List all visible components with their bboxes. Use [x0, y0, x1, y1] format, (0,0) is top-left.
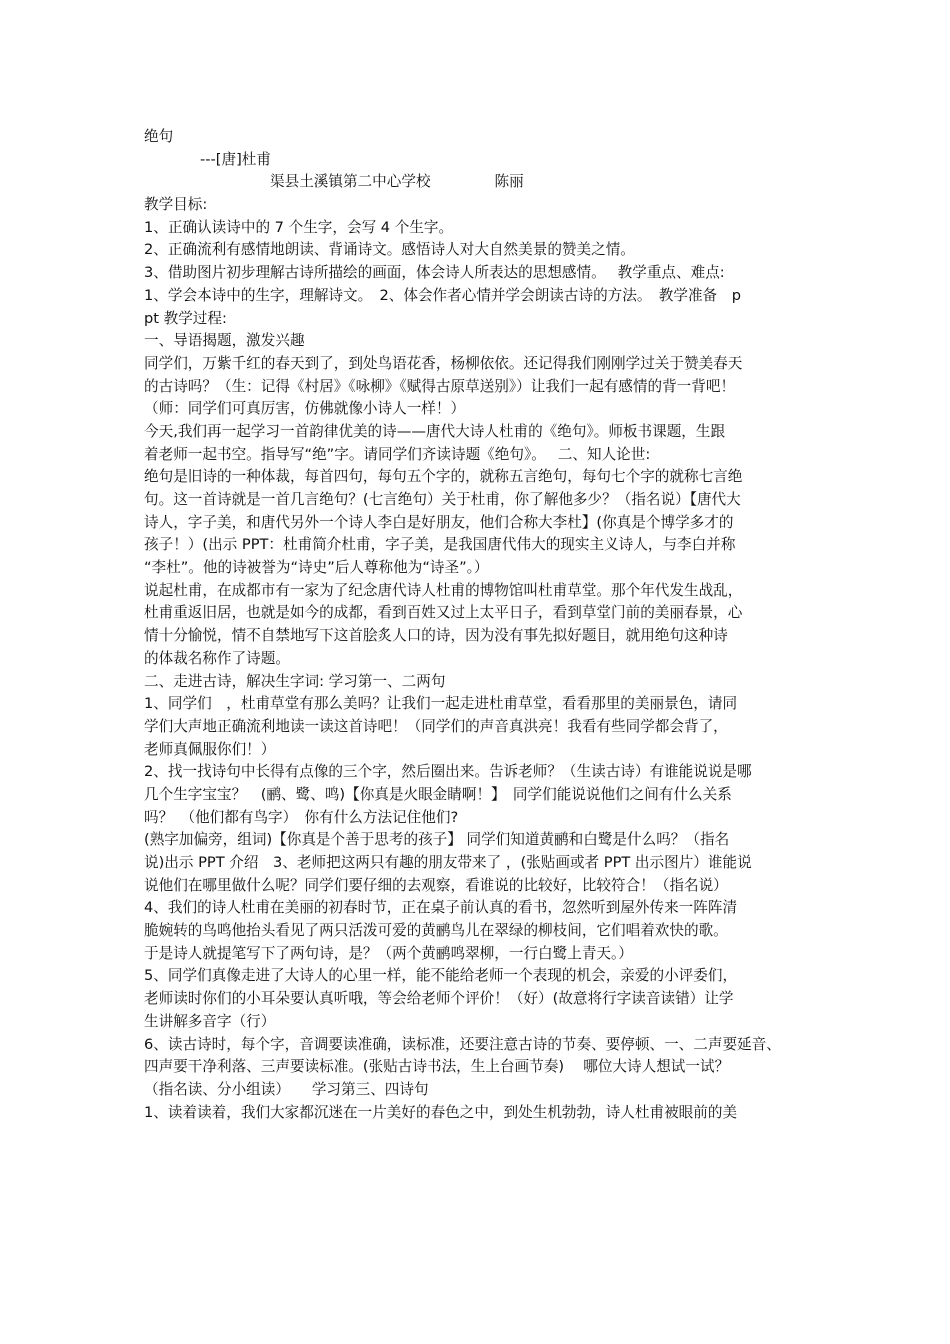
text-line: 二、走进古诗，解决生字词: 学习第一、二两句	[144, 672, 446, 690]
text-line: 句。这一首诗就是一首几言绝句？(七言绝句）关于杜甫，你了解他多少？（指名说）【唐代大	[144, 491, 741, 508]
document-text	[144, 194, 824, 1124]
text-line: 几个生字宝宝？ (鹂、鹭、鸣)【你真是火眼金睛啊！】 同学们能说说他们之间有什么关系	[144, 785, 732, 803]
text-line: 5、同学们真像走进了大诗人的心里一样，能不能给老师一个表现的机会，亲爱的小评委们，	[144, 967, 738, 985]
text-line: 1、同学们 ，杜甫草堂有那么美吗？让我们一起走进杜甫草堂，看看那里的美丽景色，请同	[144, 695, 738, 713]
document-byline	[144, 171, 824, 194]
school-name: 渠县土溪镇第二中心学校	[270, 173, 431, 191]
text-line: 教学目标:	[144, 196, 208, 214]
text-line: （指名读、分小组读） 学习第三、四诗句	[144, 1080, 429, 1098]
text-line: 说起杜甫，在成都市有一家为了纪念唐代诗人杜甫的博物馆叫杜甫草堂。那个年代发生战乱，	[144, 581, 743, 599]
text-line: 老师真佩服你们！）	[144, 740, 276, 758]
teacher-name: 陈丽	[494, 173, 524, 191]
document-author: ---[唐]杜甫	[200, 150, 271, 168]
text-line: 四声要干净利落、三声要读标准。(张贴古诗书法，生上台画节奏) 哪位大诗人想试一试？	[144, 1058, 730, 1076]
text-line: (熟字加偏旁，组词)【你真是个善于思考的孩子】 同学们知道黄鹂和白鹭是什么吗？（指名	[144, 831, 730, 849]
document-title: 绝句	[144, 128, 174, 145]
text-line: 3、借助图片初步理解古诗所描绘的画面，体会诗人所表达的思想感情。 教学重点、难点:	[144, 264, 725, 282]
text-line: 杜甫重返旧居，也就是如今的成都，看到百姓又过上太平日子，看到草堂门前的美丽春景，心	[144, 604, 743, 622]
text-line: 诗人，字子美，和唐代另外一个诗人李白是好朋友，他们合称大李杜】(你真是个博学多才的	[144, 513, 734, 531]
text-line: 孩子！）(出示 PPT：杜甫简介杜甫，字子美，是我国唐代伟大的现实主义诗人，与李白并称	[144, 536, 736, 554]
text-line: 的古诗吗？（生：记得《村居》《咏柳》《赋得古原草送别》）让我们一起有感情的背一背吧！	[144, 377, 736, 395]
text-line: 1、读着读着，我们大家都沉迷在一片美好的春色之中，到处生机勃勃，诗人杜甫被眼前的美	[144, 1103, 738, 1121]
text-line: 情十分愉悦，情不自禁地写下这首脍炙人口的诗，因为没有事先拟好题目，就用绝句这种诗	[144, 627, 728, 645]
text-line: 脆婉转的鸟鸣他抬头看见了两只活泼可爱的黄鹂鸟儿在翠绿的柳枝间，它们唱着欢快的歌。	[144, 922, 728, 940]
text-line: 1、学会本诗中的生字，理解诗文。 2、体会作者心情并学会朗读古诗的方法。 教学准备 p	[144, 286, 741, 304]
text-line: 4、我们的诗人杜甫在美丽的初春时节，正在桌子前认真的看书，忽然听到屋外传来一阵阵清	[144, 899, 738, 917]
text-line: 着老师一起书空。指导写“绝”字。请同学们齐读诗题《绝句》。 二、知人论世:	[144, 445, 651, 463]
text-line: 今天,我们再一起学习一首韵律优美的诗——唐代大诗人杜甫的《绝句》。师板书课题，生跟	[144, 422, 726, 440]
text-line: 1、正确认读诗中的 7 个生字，会写 4 个生字。	[144, 218, 454, 236]
text-line: 一、导语揭题，激发兴趣	[144, 332, 305, 350]
text-line: 的体裁名称作了诗题。	[144, 649, 290, 667]
text-line: 吗？ （他们都有鸟字） 你有什么方法记住他们?	[144, 808, 459, 826]
text-line: 学们大声地正确流利地读一读这首诗吧！（同学们的声音真洪亮！我看有些同学都会背了，	[144, 717, 728, 735]
text-line: “李杜”。他的诗被誉为“诗史”后人尊称他为“诗圣”。）	[144, 559, 489, 577]
text-line: 说他们在哪里做什么呢？同学们要仔细的去观察，看谁说的比较好，比较符合！（指名说）	[144, 876, 728, 894]
text-line: 2、正确流利有感情地朗读、背诵诗文。感悟诗人对大自然美景的赞美之情。	[144, 241, 635, 259]
text-line: 绝句是旧诗的一种体裁，每首四句，每句五个字的，就称五言绝句，每句七个字的就称七言绝	[144, 468, 743, 486]
text-line: 说)出示 PPT 介绍 3、老师把这两只有趣的朋友带来了 ，(张贴画或者 PPT 出示图片）谁能说	[144, 854, 752, 871]
text-line: （师：同学们可真厉害，仿佛就像小诗人一样！）	[144, 400, 466, 418]
text-line: 6、读古诗时，每个字，音调要读准确，读标准，还要注意古诗的节奏、要停顿、一、二声要延音、	[144, 1035, 781, 1053]
text-line: 2、找一找诗句中长得有点像的三个字，然后圈出来。告诉老师？（生读古诗）有谁能说说是哪	[144, 763, 752, 781]
text-line: 同学们，万紫千红的春天到了，到处鸟语花香，杨柳依依。还记得我们刚刚学过关于赞美春天	[144, 354, 743, 372]
document-body	[144, 126, 824, 1124]
text-line: 于是诗人就提笔写下了两句诗，是？（两个黄鹂鸣翠柳，一行白鹭上青天。）	[144, 944, 633, 962]
text-line: 老师读时你们的小耳朵要认真听哦，等会给老师个评价！（好）(故意将行字读音读错）让学	[144, 990, 734, 1008]
text-line: pt 教学过程:	[144, 309, 227, 327]
text-line: 生讲解多音字（行）	[144, 1012, 276, 1030]
